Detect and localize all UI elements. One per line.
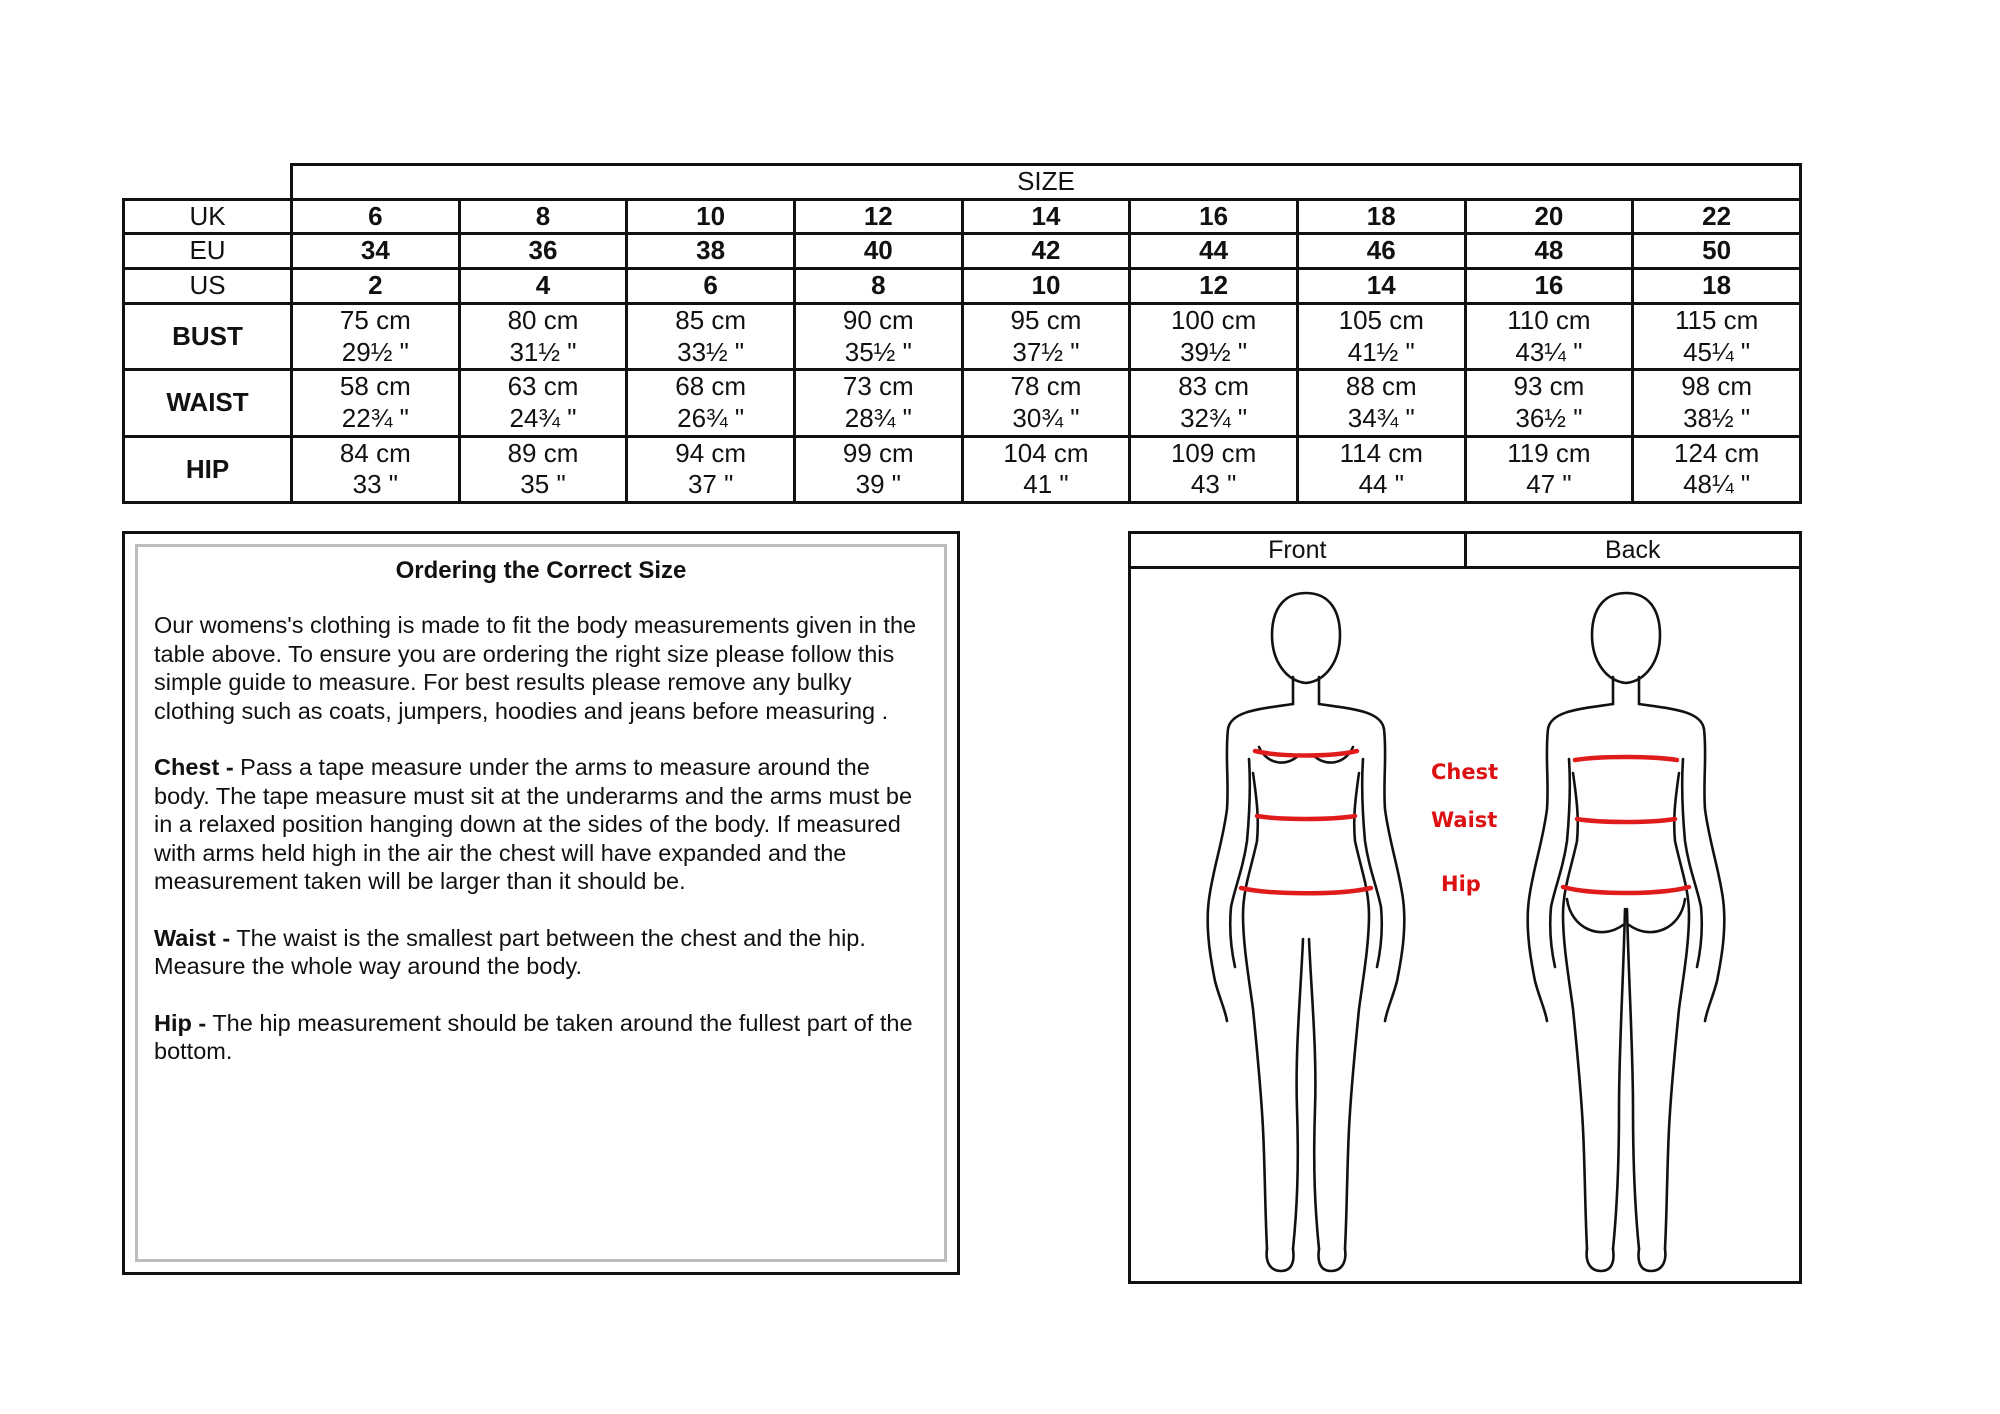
measurement-inch: 41½ " xyxy=(1347,336,1415,367)
hip-term: Hip - xyxy=(154,1009,207,1036)
measurement-cm: 114 cm xyxy=(1339,437,1423,468)
measurement-cell xyxy=(292,436,460,502)
waist-description: The waist is the smallest part between the chest and the hip. Measure the whole way around the body. xyxy=(154,924,866,979)
measurement-cell xyxy=(1130,436,1298,502)
front-chest-line xyxy=(1255,751,1357,756)
measurement-cm: 109 cm xyxy=(1170,437,1257,468)
measurement-inch: 39½ " xyxy=(1180,336,1248,367)
measurement-inch: 43 " xyxy=(1190,469,1237,500)
measurement-cell xyxy=(962,370,1130,436)
measurement-cm: 73 cm xyxy=(842,371,914,402)
size-chart-body xyxy=(124,165,1801,503)
measurement-cell xyxy=(962,303,1130,369)
size-value-cell: 10 xyxy=(627,199,795,234)
measurement-cm: 85 cm xyxy=(675,304,747,335)
front-view-label: Front xyxy=(1131,534,1467,566)
measurement-inch: 36½ " xyxy=(1515,403,1583,434)
size-header: SIZE xyxy=(292,165,1801,200)
measuring-guide-panel xyxy=(122,531,960,1275)
size-chart-table xyxy=(122,163,1802,504)
measurement-inch: 29½ " xyxy=(341,336,409,367)
size-value-cell: 8 xyxy=(794,269,962,304)
corner-cell xyxy=(124,165,292,200)
measurement-label: WAIST xyxy=(124,370,292,436)
back-view-label: Back xyxy=(1604,536,1661,564)
size-value-cell: 36 xyxy=(459,234,627,269)
measurement-cell xyxy=(794,370,962,436)
measurement-cell xyxy=(459,303,627,369)
size-value-cell: 6 xyxy=(292,199,460,234)
measurement-cm: 80 cm xyxy=(507,304,579,335)
measurement-inch: 48¼ " xyxy=(1683,469,1751,500)
measurement-cm: 124 cm xyxy=(1673,437,1760,468)
measurement-cm: 68 cm xyxy=(675,371,747,402)
measurement-inch: 31½ " xyxy=(509,336,577,367)
size-system-row xyxy=(124,234,1801,269)
size-value-cell: 48 xyxy=(1465,234,1633,269)
size-value-cell: 18 xyxy=(1297,199,1465,234)
measurement-cell xyxy=(794,436,962,502)
measurement-inch: 35½ " xyxy=(844,336,912,367)
guide-intro: Our womens's clothing is made to fit the body measurements given in the table above. To ensure you are ordering the right size please follow this simple guide to measure. For best results please remove any bulky clothing such as coats, jumpers, hoodies and jeans before measuring . xyxy=(154,612,917,724)
measurement-inch: 44 " xyxy=(1358,469,1404,500)
measuring-guide-inner xyxy=(135,544,947,1262)
measurement-inch: 24¾ " xyxy=(509,403,577,434)
guide-waist-section xyxy=(154,924,928,981)
measurement-cell xyxy=(627,303,795,369)
size-system-label: US xyxy=(124,269,292,304)
size-value-cell: 6 xyxy=(627,269,795,304)
body-figure-panel xyxy=(1128,531,1802,1284)
measurement-cm: 99 cm xyxy=(842,437,914,468)
measurement-cm: 115 cm xyxy=(1674,304,1759,335)
measurement-cell xyxy=(1130,303,1298,369)
front-waist-line xyxy=(1257,816,1355,819)
measurement-cm: 63 cm xyxy=(507,371,579,402)
measurement-cm: 95 cm xyxy=(1010,304,1082,335)
measurement-cm: 100 cm xyxy=(1170,304,1257,335)
size-value-cell: 4 xyxy=(459,269,627,304)
measurement-cell xyxy=(459,436,627,502)
waist-term: Waist - xyxy=(154,924,231,951)
size-value-cell: 14 xyxy=(962,199,1130,234)
measurement-inch: 37½ " xyxy=(1012,336,1080,367)
measurement-cm: 88 cm xyxy=(1345,371,1417,402)
measurement-inch: 22¾ " xyxy=(341,403,409,434)
back-chest-line xyxy=(1575,757,1677,760)
measurement-cell xyxy=(292,370,460,436)
measurement-cell xyxy=(1465,370,1633,436)
hip-description: The hip measurement should be taken around the fullest part of the bottom. xyxy=(154,1009,913,1064)
measurement-inch: 33½ " xyxy=(677,336,745,367)
size-system-row xyxy=(124,199,1801,234)
measurement-inch: 33 " xyxy=(352,469,399,500)
back-waist-line xyxy=(1577,819,1675,822)
measurement-cm: 75 cm xyxy=(339,304,411,335)
measurement-cell xyxy=(1297,370,1465,436)
measurement-row xyxy=(124,436,1801,502)
chest-description: Pass a tape measure under the arms to measure around the body. The tape measure must sit at the underarms and the arms must be in a relaxed position hanging down at the sides of the body. If measured with arms held high in the air the chest will have expanded and the measurement taken will be larger than it should be. xyxy=(154,754,913,894)
measurement-inch: 37 " xyxy=(687,469,734,500)
measurement-cell xyxy=(1297,303,1465,369)
size-value-cell: 34 xyxy=(292,234,460,269)
size-value-cell: 12 xyxy=(1130,269,1298,304)
measurement-cm: 104 cm xyxy=(1003,437,1089,468)
measurement-label: HIP xyxy=(124,436,292,502)
measurement-inch: 34¾ " xyxy=(1347,403,1415,434)
size-value-cell: 16 xyxy=(1130,199,1298,234)
hip-legend-label: Hip xyxy=(1441,872,1481,896)
measurement-inch: 28¾ " xyxy=(844,403,912,434)
measurement-cm: 98 cm xyxy=(1681,371,1753,402)
front-hip-line xyxy=(1241,888,1371,893)
front-body-figure xyxy=(1208,593,1405,1271)
measurement-cm: 83 cm xyxy=(1178,371,1250,402)
measurement-cell xyxy=(627,436,795,502)
measurement-inch: 32¾ " xyxy=(1180,403,1248,434)
size-value-cell: 44 xyxy=(1130,234,1298,269)
size-value-cell: 38 xyxy=(627,234,795,269)
measurement-cell xyxy=(1465,303,1633,369)
measurement-cell xyxy=(627,370,795,436)
measurement-cell xyxy=(1465,436,1633,502)
measurement-cell xyxy=(1633,436,1801,502)
measurement-cell xyxy=(1297,436,1465,502)
guide-hip-section xyxy=(154,1009,928,1066)
measurement-cm: 84 cm xyxy=(339,437,411,468)
measurement-inch: 41 " xyxy=(1023,469,1069,500)
measurement-cell xyxy=(1130,370,1298,436)
size-value-cell: 10 xyxy=(962,269,1130,304)
measurement-row xyxy=(124,370,1801,436)
measurement-inch: 35 " xyxy=(520,469,566,500)
size-value-cell: 8 xyxy=(459,199,627,234)
measurement-cell xyxy=(962,436,1130,502)
measurement-cm: 90 cm xyxy=(842,304,914,335)
measurement-inch: 39 " xyxy=(855,469,901,500)
size-header-row xyxy=(124,165,1801,200)
measurement-inch: 38½ " xyxy=(1683,403,1751,434)
measurement-cm: 78 cm xyxy=(1010,371,1082,402)
measurement-cm: 119 cm xyxy=(1507,437,1591,468)
measurement-row xyxy=(124,303,1801,369)
size-system-label: UK xyxy=(124,199,292,234)
measurement-cell xyxy=(459,370,627,436)
body-outline-illustration xyxy=(1131,569,1799,1281)
measurement-inch: 47 " xyxy=(1526,469,1572,500)
measurement-cm: 93 cm xyxy=(1513,371,1585,402)
measurement-cm: 105 cm xyxy=(1338,304,1424,335)
size-value-cell: 16 xyxy=(1465,269,1633,304)
measurement-cm: 94 cm xyxy=(675,437,747,468)
size-value-cell: 40 xyxy=(794,234,962,269)
size-value-cell: 14 xyxy=(1297,269,1465,304)
size-value-cell: 18 xyxy=(1633,269,1801,304)
measurement-cm: 110 cm xyxy=(1507,304,1591,335)
measurement-inch: 45¼ " xyxy=(1683,336,1751,367)
guide-chest-section xyxy=(154,753,928,896)
waist-legend-label: Waist xyxy=(1431,808,1498,832)
measurement-cell xyxy=(1633,303,1801,369)
size-value-cell: 20 xyxy=(1465,199,1633,234)
measurement-inch: 26¾ " xyxy=(677,403,745,434)
size-value-cell: 22 xyxy=(1633,199,1801,234)
size-value-cell: 46 xyxy=(1297,234,1465,269)
back-hip-line xyxy=(1563,887,1689,893)
measurement-inch: 43¼ " xyxy=(1515,336,1583,367)
size-value-cell: 42 xyxy=(962,234,1130,269)
size-value-cell: 50 xyxy=(1633,234,1801,269)
measurement-cm: 58 cm xyxy=(339,371,411,402)
chest-legend-label: Chest xyxy=(1431,760,1499,784)
size-system-row xyxy=(124,269,1801,304)
figure-header xyxy=(1131,534,1799,569)
size-value-cell: 12 xyxy=(794,199,962,234)
size-value-cell: 2 xyxy=(292,269,460,304)
guide-title: Ordering the Correct Size xyxy=(395,557,687,584)
measurement-cell xyxy=(1633,370,1801,436)
measurement-cell xyxy=(794,303,962,369)
measurement-cell xyxy=(292,303,460,369)
measurement-inch: 30¾ " xyxy=(1012,403,1080,434)
measurement-label: BUST xyxy=(124,303,292,369)
back-body-figure xyxy=(1528,593,1725,1271)
size-system-label: EU xyxy=(124,234,292,269)
chest-term: Chest - xyxy=(154,754,234,780)
measurement-cm: 89 cm xyxy=(507,437,579,468)
